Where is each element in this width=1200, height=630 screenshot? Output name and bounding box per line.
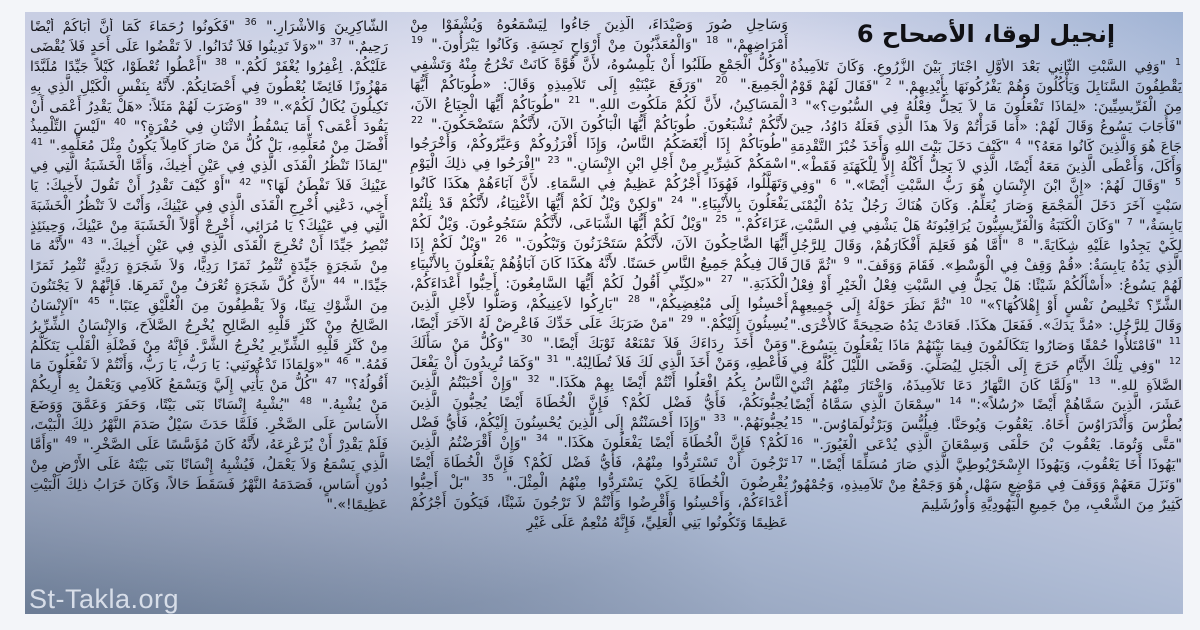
verse-number: 43 <box>81 236 94 248</box>
verse-text: "فَقَالَ لَهُمْ قَوْمٌ مِنَ الْفَرِّيسِيِّينَ: «لِمَاذَا تَفْعَلُونَ مَا لاَ يَحِلُّ فِعْلُهُ فِي السُّبُوتِ؟»" <box>790 78 1182 115</box>
verse-number: 47 <box>325 375 338 387</box>
verse-number: 28 <box>628 294 641 306</box>
verse-text: "وَيْلٌ لَكُمْ أَيُّهَا الشَّبَاعَى، لأَنَّكُمْ سَتَجُوعُونَ. وَيْلٌ لَكُمْ أَيُّهَا الضَّاحِكُونَ الآنَ، لأَنَّكُمْ سَتَحْزَنُونَ وَتَبْكُونَ." <box>410 216 788 252</box>
verse-number: 45 <box>87 296 100 308</box>
verse-number: 13 <box>1088 375 1101 387</box>
verse-text: "وَكُلُّ مَنْ سَأَلَكَ فَأَعْطِهِ، وَمَنْ أَخَذَ الَّذِي لَكَ فَلاَ تُطَالِبْهُ." <box>410 335 788 372</box>
verse-number: 14 <box>949 395 962 407</box>
verse-text: "اِفْرَحُوا فِي ذلِكَ الْيَوْمِ وَتَهَلَّلُوا، فَهُوَذَا أَجْرُكُمْ عَظِيمٌ فِي السَّمَاءِ. لأَنَّ آبَاءَهُمْ هكَذَا كَانُوا يَفْعَلُونَ بِالأَنْبِيَاءِ." <box>410 156 788 213</box>
chapter-title: إنجيل لوقا، الأصحاح 6 <box>856 20 1116 48</box>
text-column-middle <box>410 16 788 598</box>
verse-text: "كَيْفَ دَخَلَ بَيْتَ اللهِ وَأَخَذَ خُبْزَ التَّقْدِمَةِ وَأَكَلَ، وَأَعْطَى الَّذِينَ مَعَهُ أَيْضًا، الَّذِي لاَ يَحِلُّ أَكْلُهُ إِلاَّ لِلْكَهَنَةِ فَقَطْ»." <box>790 138 1182 175</box>
verse-text: "فَامْتَلأُوا حُمْقًا وَصَارُوا يَتَكَالَمُونَ فِيمَا بَيْنَهُمْ مَاذَا يَفْعَلُونَ بِيَسُوعَ." <box>790 337 1163 354</box>
verse-number: 23 <box>547 154 560 166</box>
verse-number: 3 <box>791 97 798 109</box>
verse-number: 9 <box>843 256 850 268</box>
verse-number: 44 <box>333 276 346 288</box>
verse-text: "ثُمَّ قَالَ لَهُمْ يَسُوعُ: «أَسْأَلُكُمْ شَيْئًا: هَلْ يَحِلُّ فِي السَّبْتِ فِعْلُ الْخَيْرِ أَوْ فِعْلُ الشَّرِّ؟ تَخْلِيصُ نَفْسٍ أَوْ إِهْلاَكُهَا؟»" <box>790 258 1182 314</box>
verse-text: "وَكُلُّ الْجَمْعِ طَلَبُوا أَنْ يَلْمِسُوهُ، لأَنَّ قُوَّةً كَانَتْ تَخْرُجُ مِنْهُ وَتَشْفِي الْجَمِيعَ." <box>410 56 788 93</box>
verse-text: "وَإِذَا أَحْسَنْتُمْ إِلَى الَّذِينَ يُحْسِنُونَ إِلَيْكُمْ، فَأَيُّ فَضْل لَكُمْ؟ فَإِنَّ الْخُطَاةَ أَيْضًا يَفْعَلُونَ هكَذَا." <box>410 415 788 452</box>
verse-text: "بَارِكُوا لاَعِنِيكُمْ، وَصَلُّوا لأَجْلِ الَّذِينَ يُسِيئُونَ إِلَيْكُمْ." <box>410 295 788 332</box>
verse-text: "وَلكِنْ وَيْلٌ لَكُمْ أَيُّهَا الأَغْنِيَاءُ، لأَنَّكُمْ قَدْ نِلْتُمْ عَزَاءَكُمْ." <box>410 196 788 233</box>
verse-text: "وَكَمَا تُرِيدُونَ أَنْ يَفْعَلَ النَّاسُ بِكُمُ افْعَلُوا أَنْتُمْ أَيْضًا بِهِمْ هكَذَا." <box>410 355 788 392</box>
verse-text: "بَلْ أَحِبُّوا أَعْدَاءَكُمْ، وَأَحْسِنُوا وَأَقْرِضُوا وَأَنْتُمْ لاَ تَرْجُونَ شَيْئًا، فَيَكُونَ أَجْرُكُمْ عَظِيمًا وَتَكُونُوا بَنِي الْعَلِيِّ، فَإِنَّهُ مُنْعِمٌ عَلَى غَيْرِ <box>410 474 788 531</box>
verse-text: "مَتَّى وَتُومَا. يَعْقُوبَ بْنَ حَلْفَى وَسِمْعَانَ الَّذِي يُدْعَى الْغَيُورَ." <box>804 437 1182 454</box>
verse-number: 41 <box>31 136 44 148</box>
verse-text: "فَأَجَابَ يَسُوعُ وَقَالَ لَهُمْ: «أَمَا قَرَأْتُمْ وَلاَ هذَا الَّذِي فَعَلَهُ دَاوُدُ، حِينَ جَاعَ هُوَ وَالَّذِينَ كَانُوا مَعَهُ؟" <box>790 118 1182 155</box>
verse-number: 17 <box>791 455 804 467</box>
verse-text: "أَمَّا هُوَ فَعَلِمَ أَفْكَارَهُمْ، وَقَالَ لِلرَّجُلِ الَّذِي يَدُهُ يَابِسَةٌ: «قُمْ وَقِفْ فِي الْوَسْطِ». فَقَامَ وَوَقَفَ." <box>790 238 1182 275</box>
verse-number: 27 <box>720 274 733 286</box>
verse-text: "وَإِنْ أَحْبَبْتُمُ الَّذِينَ يُحِبُّونَكُمْ، فَأَيُّ فَضْل لَكُمْ؟ فَإِنَّ الْخُطَاةَ أَيْضًا يُحِبُّونَ الَّذِينَ يُحِبُّونَهُمْ." <box>410 375 788 432</box>
verse-number: 29 <box>680 313 694 325</box>
verse-text: "فَكُونُوا رُحَمَاءَ كَمَا أَنَّ أَبَاكُمْ أَيْضًا رَحِيمٌ." <box>30 19 388 55</box>
verse-number: 7 <box>1126 216 1133 228</box>
verse-text: "مَنْ ضَرَبَكَ عَلَى خَدِّكَ فَاعْرِضْ لَهُ الآخَرَ أَيْضًا، وَمَنْ أَخَذَ رِدَاءَكَ فَلاَ تَمْنَعْهُ ثَوْبَكَ أَيْضًا." <box>410 315 788 352</box>
verse-number: 1 <box>1174 58 1181 69</box>
verse-text: "كُلُّ مَنْ يَأْتِي إِلَيَّ وَيَسْمَعُ كَلاَمِي وَيَعْمَلُ بِهِ أُرِيكُمْ مَنْ يُشْبِهُ." <box>30 377 388 414</box>
verse-number: 33 <box>713 413 726 425</box>
verse-number: 2 <box>885 77 892 89</box>
verse-text: "لأَنَّ كُلَّ شَجَرَةٍ تُعْرَفُ مِنْ ثَمَرِهَا. فَإِنَّهُمْ لاَ يَجْتَنُونَ مِنَ الشَّوْكِ تِينًا، وَلاَ يَقْطِفُونَ مِنَ الْعُلَّيْقِ عِنَبًا." <box>30 277 388 314</box>
verse-text: "سِمْعَانَ الَّذِي سَمَّاهُ أَيْضًا بُطْرُسَ وَأَنْدَرَاوُسَ أَخَاهُ. يَعْقُوبَ وَيُوحَنَّا. فِيلُبُّسَ وَبَرْثُولَمَاوُسَ." <box>790 397 1182 434</box>
verse-text: "وَقَالَ لَهُمْ: «إِنَّ ابْنَ الإِنْسَانِ هُوَ رَبُّ السَّبْتِ أَيْضًا»." <box>837 178 1167 195</box>
verse-number: 11 <box>1168 336 1182 348</box>
verse-text: "وَأَمَّا الَّذِي يَسْمَعُ وَلاَ يَعْمَلُ، فَيُشْبِهُ إِنْسَانًا بَنَى بَيْتَهُ عَلَى الأَرْضِ مِنْ دُونِ أَسَاسٍ، فَصَدَمَهُ النَّهْرُ فَسَقَطَ حَالاً، وَكَانَ خَرَابُ ذلِكَ الْبَيْتِ عَظِيمًا!»." <box>30 437 388 513</box>
verse-text: "طُوبَاكُمْ إِذَا أَبْغَضَكُمُ النَّاسُ، وَإِذَا أَفْرَزُوكُمْ وَعَيَّرُوكُمْ، وَأَخْرَجُوا اسْمَكُمْ كَشِرِّيرٍ مِنْ أَجْلِ ابْنِ الإِنْسَانِ." <box>410 136 788 173</box>
verse-number: 49 <box>64 435 78 447</box>
verse-number: 26 <box>495 234 508 246</box>
verse-number: 15 <box>791 415 804 427</box>
verse-number: 12 <box>1168 355 1181 367</box>
verse-number: 22 <box>411 114 424 126</box>
verse-text: "«وَلاَ تَدِينُوا فَلاَ تُدَانُوا. لاَ تَقْضُوا عَلَى أَحَدٍ فَلاَ يُقْضَى عَلَيْكُمْ. اِغْفِرُوا يُغْفَرْ لَكُمْ." <box>30 38 388 75</box>
verse-number: 6 <box>830 176 837 188</box>
verse-number: 18 <box>706 35 719 47</box>
verse-text: "أَعْطُوا تُعْطَوْا، كَيْلاً جَيِّدًا مُلَبَّدًا مَهْزُوزًا فَائِضًا يُعْطُونَ فِي أَحْضَانِكُمْ. لأَنَّهُ بِنَفْسِ الْكَيْلِ الَّذِي بِهِ تَكِيلُونَ يُكَالُ لَكُمْ»." <box>30 58 388 115</box>
verse-number: 5 <box>1174 176 1182 188</box>
verse-number: 34 <box>535 433 548 445</box>
text-column-left <box>30 18 388 566</box>
verse-number: 42 <box>239 176 252 188</box>
verse-text: "لأَنَّهُ مَا مِنْ شَجَرَةٍ جَيِّدَةٍ تُثْمِرُ ثَمَرًا رَدِيًّا، وَلاَ شَجَرَةٍ رَدِيَّةٍ تُثْمِرُ ثَمَرًا جَيِّدًا." <box>30 237 388 294</box>
verse-text: "وَنَزَلَ مَعَهُمْ وَوَقَفَ فِي مَوْضِعٍ سَهْل، هُوَ وَجَمْعٌ مِنْ تَلاَمِيذِهِ، وَجُمْهُورٌ كَثِيرٌ مِنَ الشَّعْبِ، مِنْ جَمِيعِ الْيَهُودِيَّةِ وَأُورُشَلِيمَ <box>790 477 1182 513</box>
verse-text: "اَلإِنْسَانُ الصَّالِحُ مِنْ كَنْزِ قَلْبِهِ الصَّالِحِ يُخْرِجُ الصَّلاَحَ، وَالإِنْسَانُ الشِّرِّيرُ مِنْ كَنْزِ قَلْبِهِ الشِّرِّيرِ يُخْرِجُ الشَّرَّ. فَإِنَّهُ مِنْ فَضْلَةِ الْقَلْبِ يَتَكَلَّمُ فَمُهُ." <box>30 297 388 374</box>
site-watermark-logo: St-Takla.org <box>29 584 180 614</box>
verse-text: وَسَاحِلِ صُورَ وَصَيْدَاءَ، الَّذِينَ جَاءُوا لِيَسْمَعُوهُ وَيُشْفَوْا مِنْ أَمْرَاضِهِمْ،" <box>410 17 788 53</box>
verse-text: "وَكَانَ الْكَتَبَةُ وَالْفَرِّيسِيُّونَ يُرَاقِبُونَهُ هَلْ يَشْفِي فِي السَّبْتِ، لِكَيْ يَجِدُوا عَلَيْهِ شِكَايَةً." <box>790 218 1182 255</box>
verse-number: 8 <box>1017 236 1024 248</box>
verse-text: "يُشْبِهُ إِنْسَانًا بَنَى بَيْتًا، وَحَفَرَ وَعَمَّقَ وَوَضَعَ الأَسَاسَ عَلَى الصَّخْرِ. فَلَمَّا حَدَثَ سَيْلٌ صَدَمَ النَّهْرُ ذلِكَ الْبَيْتَ، فَلَمْ يَقْدِرْ أَنْ يُزَعْزِعَهُ، لأَنَّهُ كَانَ مُؤَسَّسًا عَلَى الصَّخْرِ." <box>30 397 388 454</box>
verse-text: "وَفِي سَبْتٍ آخَرَ دَخَلَ الْمَجْمَعَ وَصَارَ يُعَلِّمُ. وَكَانَ هُنَاكَ رَجُلٌ يَدُهُ الْيُمْنَى يَابِسَةٌ،" <box>790 178 1182 235</box>
verse-text: "ثُمَّ نَظَرَ حَوْلَهُ إِلَى جَمِيعِهِمْ وَقَالَ لِلرَّجُلِ: «مُدَّ يَدَكَ». فَفَعَلَ هكَذَا. فَعَادَتْ يَدُهُ صَحِيحَةً كَالأُخْرَى." <box>790 297 1182 334</box>
verse-text: "وَإِنْ أَقْرَضْتُمُ الَّذِينَ تَرْجُونَ أَنْ تَسْتَرِدُّوا مِنْهُمْ، فَأَيُّ فَضْل لَكُمْ؟ فَإِنَّ الْخُطَاةَ أَيْضًا يُقْرِضُونَ الْخُطَاةَ لِكَيْ يَسْتَرِدُّوا مِنْهُمُ الْمِثْلَ." <box>410 435 788 491</box>
verse-number: 38 <box>214 57 227 69</box>
verse-number: 20 <box>715 75 728 87</box>
verse-text: "«وَلِمَاذَا تَدْعُونَنِي: يَا رَبُّ، يَا رَبُّ، وَأَنْتُمْ لاَ تَفْعَلُونَ مَا أَقُولُهُ؟" <box>30 357 388 394</box>
verse-number: 37 <box>329 37 342 49</box>
verse-text: "وَرَفَعَ عَيْنَيْهِ إِلَى تَلاَمِيذِهِ وَقَالَ: «طُوبَاكُمْ أَيُّهَا الْمَسَاكِينُ، لأَنَّ لَكُمْ مَلَكُوتَ اللهِ." <box>410 76 788 113</box>
verse-number: 25 <box>715 214 728 226</box>
verse-text: "«لكِنِّي أَقُولُ لَكُمْ أَيُّهَا السَّامِعُونَ: أَحِبُّوا أَعْدَاءَكُمْ، أَحْسِنُوا إِلَى مُبْغِضِيكُمْ،" <box>410 275 788 312</box>
verse-text: "وَلَمَّا كَانَ النَّهَارُ دَعَا تَلاَمِيذَهُ، وَاخْتَارَ مِنْهُمُ اثْنَيْ عَشَرَ، الَّذِينَ سَمَّاهُمْ أَيْضًا «رُسُلاً»:" <box>790 377 1182 414</box>
verse-number: 4 <box>1015 136 1022 148</box>
verse-number: 40 <box>113 116 127 128</box>
verse-text: "لِمَاذَا تَنْظُرُ الْقَذَى الَّذِي فِي عَيْنِ أَخِيكَ، وَأَمَّا الْخَشَبَةُ الَّتِي فِي عَيْنِكَ فَلاَ تَفْطَنُ لَهَا؟" <box>30 158 388 195</box>
verse-number: 32 <box>527 373 540 385</box>
verse-text: "وَفِي تِلْكَ الأَيَّامِ خَرَجَ إِلَى الْجَبَلِ لِيُصَلِّيَ. وَقَضَى اللَّيْلَ كُلَّهُ فِي الصَّلاَةِ للهِ." <box>790 357 1182 394</box>
verse-number: 10 <box>960 296 973 308</box>
verse-number: 35 <box>481 473 495 485</box>
verse-text: "وَضَرَبَ لَهُمْ مَثَلاً: «هَلْ يَقْدِرُ أَعْمَى أَنْ يَقُودَ أَعْمَى؟ أَمَا يَسْقُطُ الاثْنَانِ فِي حُفْرَةٍ؟" <box>30 98 388 135</box>
verse-number: 46 <box>336 355 349 367</box>
verse-number: 16 <box>791 435 804 447</box>
verse-number: 19 <box>411 35 424 47</box>
verse-text: "أَوْ كَيْفَ تَقْدِرُ أَنْ تَقُولَ لأَخِيكَ: يَا أَخِي، دَعْنِي أُخْرِجِ الْقَذَى الَّذِي فِي عَيْنِكَ، وَأَنْتَ لاَ تَنْظُرُ الْخَشَبَةَ الَّتِي فِي عَيْنِكَ؟ يَا مُرَائِي، أَخْرِجْ أَوَّلاً الْخَشَبَةَ مِنْ عَيْنِكَ، وَحِينَئِذٍ تُبْصِرُ جَيِّدًا أَنْ تُخْرِجَ الْقَذَى الَّذِي فِي عَيْنِ أَخِيكَ." <box>30 178 388 254</box>
verse-text: "وَالْمُعَذَّبُونَ مِنْ أَرْوَاحٍ نَجِسَةٍ. وَكَانُوا يَبْرَأُونَ." <box>424 36 699 53</box>
verse-number: 21 <box>568 94 581 106</box>
text-column-right <box>790 58 1182 606</box>
verse-text: الشَّاكِرِينَ وَالأَشْرَارِ." <box>257 19 388 35</box>
verse-number: 48 <box>299 395 312 407</box>
verse-number: 31 <box>546 353 559 365</box>
sky-photo-background <box>25 12 1183 614</box>
verse-text: "وَفِي السَّبْتِ الثَّانِي بَعْدَ الأَوَّلِ اجْتَازَ بَيْنَ الزُّرُوعِ. وَكَانَ تَلاَمِيذُهُ يَقْطِفُونَ السَّنَابِلَ وَيَأْكُلُونَ وَهُمْ يَفْرُكُونَهَا بِأَيْدِيهِمْ." <box>790 59 1182 95</box>
verse-text: "لَيْسَ التِّلْمِيذُ أَفْضَلَ مِنْ مُعَلِّمِهِ، بَلْ كُلُّ مَنْ صَارَ كَامِلاً يَكُونُ مِثْلَ مُعَلِّمِهِ." <box>30 118 388 155</box>
verse-number: 39 <box>254 96 268 108</box>
verse-text: "طُوبَاكُمْ أَيُّهَا الْجِيَاعُ الآنَ، لأَنَّكُمْ تُشْبَعُونَ. طُوبَاكُمْ أَيُّهَا الْبَاكُونَ الآنَ، لأَنَّكُمْ سَتَضْحَكُونَ." <box>410 96 788 133</box>
verse-number: 24 <box>671 194 684 206</box>
verse-number: 36 <box>244 18 257 29</box>
verse-text: "وَيْلٌ لَكُمْ إِذَا قَالَ فِيكُمْ جَمِيعُ النَّاسِ حَسَنًا. لأَنَّهُ هكَذَا كَانَ آبَاؤُهُمْ يَفْعَلُونَ بِالأَنْبِيَاءِ الْكَذَبَةِ." <box>410 235 788 292</box>
verse-text: "يَهُوذَا أَخَا يَعْقُوبَ، وَيَهُوذَا الإِسْخَرْيُوطِيَّ الَّذِي صَارَ مُسَلِّمًا أَيْضًا." <box>804 457 1182 474</box>
verse-number: 30 <box>520 333 533 345</box>
